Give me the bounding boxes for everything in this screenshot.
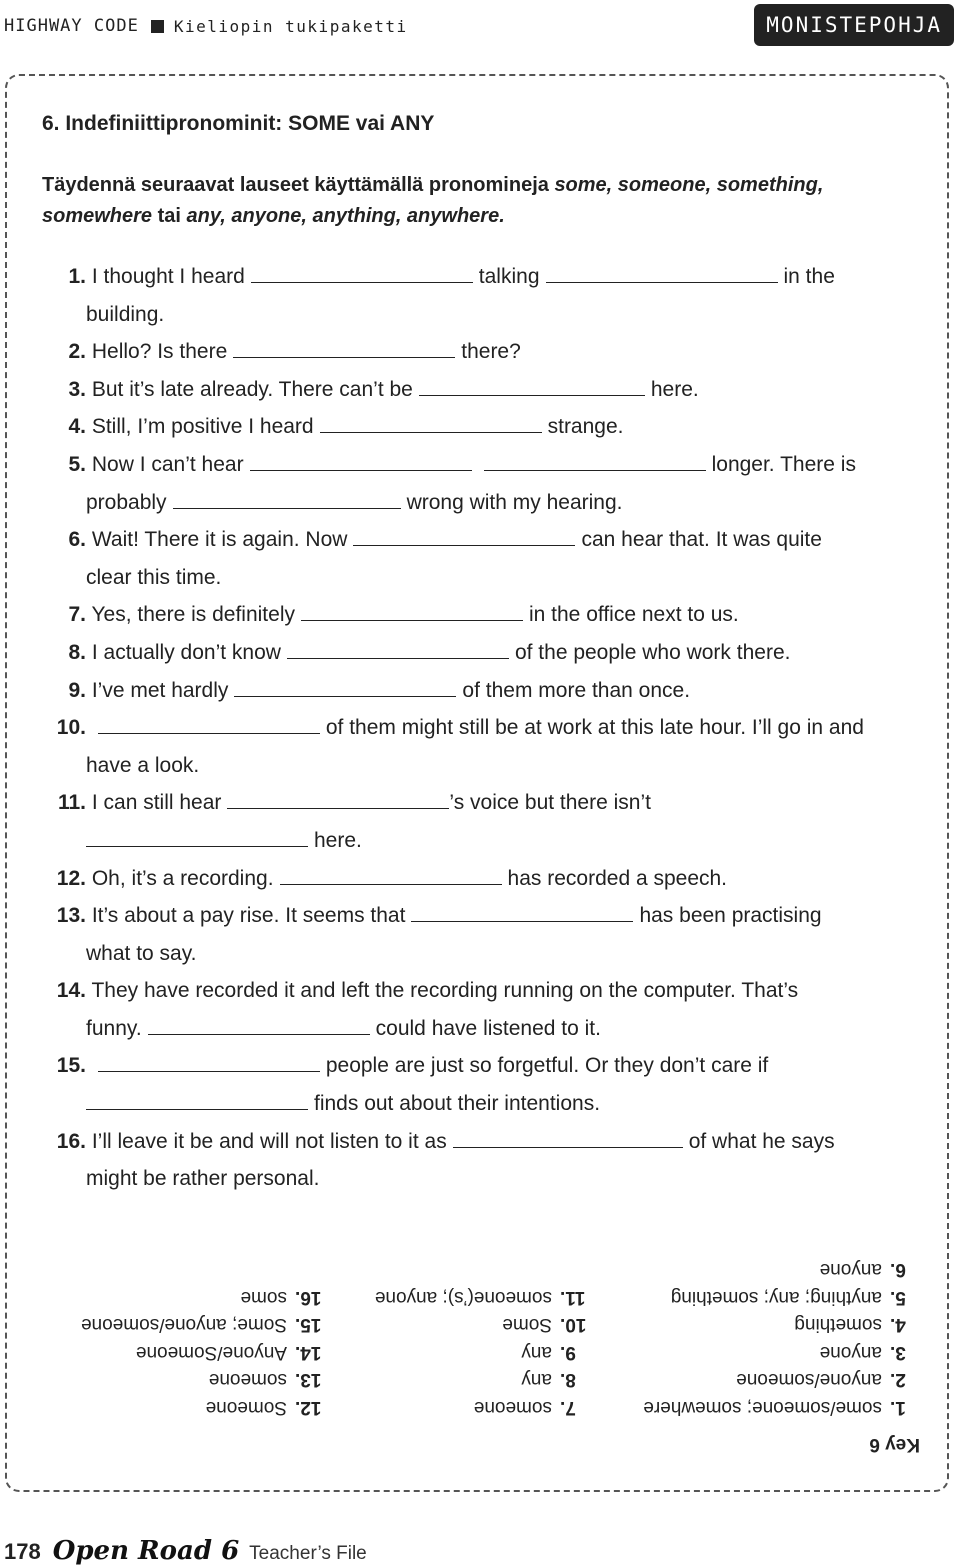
exercise-instruction: Täydennä seuraavat lauseet käyttämällä pronomineja some, someone, something, somewhere tai any, anyone, anything, anywhere. bbox=[42, 174, 824, 227]
answer-blank[interactable] bbox=[419, 373, 645, 396]
series-title: HIGHWAY CODE bbox=[4, 16, 139, 36]
answer-key-item: 7.someone bbox=[473, 1397, 576, 1418]
answer-blank[interactable] bbox=[173, 486, 401, 509]
exercise-item: 2. Hello? Is there there? bbox=[42, 333, 922, 371]
exercise-item: 8. I actually don’t know of the people who work there. bbox=[42, 634, 922, 672]
instruction-some-words: some, someone, something, somewhere bbox=[42, 174, 824, 227]
answer-key-item: 11.someone(’s); anyone bbox=[374, 1287, 586, 1308]
exercise-item: 13. It’s about a pay rise. It seems that has been practising bbox=[42, 897, 922, 935]
answer-blank[interactable] bbox=[353, 523, 575, 546]
answer-blank[interactable] bbox=[233, 335, 455, 358]
exercise-item: 12. Oh, it’s a recording. has recorded a speech. bbox=[42, 860, 922, 898]
answer-blank[interactable] bbox=[148, 1012, 370, 1035]
answer-key-item: 15.Some; anyone/someone bbox=[81, 1314, 322, 1336]
exercise-list: 1. I thought I heard talking in the building. 2. Hello? Is there there? 3. But it’s late already. There can’t be here. 4. Still, I’m positive I heard strange. 5. Now I can’t hear longer. There is probably wrong with my hearing. 6. Wait! There it is again. Now can hear that. It was quite clear this time. 7. Yes, there is definitely in the office next to us. 8. I actually don’t know of the people who work there. 9. I’ve met hardly of them more than once. 10. of them might still be at work at this late hour. I’ll go in and have a look. 11. I can still hear ’s voice but there isn’t here. 12. Oh, it’s a recording. has recorded a speech. 13. It’s about a pay rise. It seems that has been practising what to say. 14. They have recorded it and left the recording running on the computer. That’s funny. could have listened to it. 15. people are just so forgetful. Or they don’t care if finds out about their intentions. 16. I’ll leave it be and will not listen to it as of what he says might be rather personal. bbox=[42, 258, 922, 1198]
answer-blank[interactable] bbox=[250, 448, 472, 471]
exercise-item: 15. people are just so forgetful. Or they don’t care if bbox=[42, 1047, 922, 1085]
answer-blank[interactable] bbox=[251, 260, 473, 283]
exercise-item: 10. of them might still be at work at this late hour. I’ll go in and bbox=[42, 709, 922, 747]
instruction-any-words: any, anyone, anything, anywhere. bbox=[186, 205, 505, 227]
exercise-item: 16. I’ll leave it be and will not listen to it as of what he says bbox=[42, 1123, 922, 1161]
answer-blank[interactable] bbox=[320, 410, 542, 433]
open-road-logo: Open Road 6 bbox=[52, 1536, 240, 1566]
exercise-title: 6. Indefiniittipronominit: SOME vai ANY bbox=[42, 112, 435, 135]
answer-blank[interactable] bbox=[411, 899, 633, 922]
file-label: Teacher’s File bbox=[249, 1543, 367, 1564]
exercise-item: 4. Still, I’m positive I heard strange. bbox=[42, 408, 922, 446]
answer-blank[interactable] bbox=[453, 1125, 683, 1148]
exercise-item: 1. I thought I heard talking in the bbox=[42, 258, 922, 296]
exercise-item: 14. They have recorded it and left the recording running on the computer. That’s bbox=[56, 979, 799, 1003]
answer-key-item: 2.anyone/someone bbox=[736, 1369, 906, 1391]
answer-key-item: 12.Someone bbox=[205, 1397, 322, 1418]
answer-blank[interactable] bbox=[86, 824, 308, 847]
answer-key-item: 13.someone bbox=[208, 1369, 322, 1391]
answer-blank[interactable] bbox=[301, 598, 523, 621]
square-bullet-icon bbox=[151, 20, 164, 33]
page-number: 178 bbox=[4, 1539, 41, 1564]
exercise-item: 11. I can still hear ’s voice but there isn’t bbox=[42, 784, 922, 822]
answer-key bbox=[30, 1255, 920, 1455]
answer-blank[interactable] bbox=[98, 711, 320, 734]
exercise-item: 7. Yes, there is definitely in the office next to us. bbox=[42, 596, 922, 634]
answer-key-item: 4.something bbox=[794, 1314, 906, 1336]
worksheet-badge: MONISTEPOHJA bbox=[754, 4, 954, 46]
answer-key-item: 5.anything; any; something bbox=[670, 1287, 906, 1308]
answer-key-item: 16.some bbox=[240, 1287, 322, 1308]
answer-key-item: 6.anyone bbox=[819, 1259, 906, 1281]
answer-blank[interactable] bbox=[234, 674, 456, 697]
answer-key-column bbox=[643, 1256, 920, 1421]
answer-key-item: 9.any bbox=[521, 1342, 576, 1363]
answer-key-item: 1.some/someone; somewhere bbox=[643, 1397, 906, 1418]
answer-blank[interactable] bbox=[98, 1049, 320, 1072]
exercise-item: 6. Wait! There it is again. Now can hear that. It was quite bbox=[42, 521, 922, 559]
answer-blank[interactable] bbox=[546, 260, 778, 283]
answer-key-title: Key 6 bbox=[869, 1434, 920, 1455]
exercise-item: 5. Now I can’t hear longer. There is bbox=[42, 446, 922, 484]
answer-blank[interactable] bbox=[280, 862, 502, 885]
answer-blank[interactable] bbox=[227, 786, 449, 809]
answer-blank[interactable] bbox=[484, 448, 706, 471]
answer-blank[interactable] bbox=[287, 636, 509, 659]
series-subtitle: Kieliopin tukipaketti bbox=[173, 16, 408, 36]
exercise-item: 3. But it’s late already. There can’t be here. bbox=[42, 371, 922, 409]
answer-key-item: 3.anyone bbox=[819, 1342, 906, 1363]
answer-key-item: 8.any bbox=[521, 1369, 576, 1391]
answer-key-item: 10.Some bbox=[502, 1314, 587, 1336]
answer-key-column bbox=[375, 1284, 590, 1422]
header-left bbox=[4, 16, 408, 36]
exercise-item: 9. I’ve met hardly of them more than once. bbox=[42, 672, 922, 710]
answer-blank[interactable] bbox=[86, 1087, 308, 1110]
page-footer bbox=[4, 1536, 367, 1566]
answer-key-item: 14.Anyone/Someone bbox=[135, 1342, 322, 1363]
answer-key-column bbox=[81, 1284, 325, 1422]
